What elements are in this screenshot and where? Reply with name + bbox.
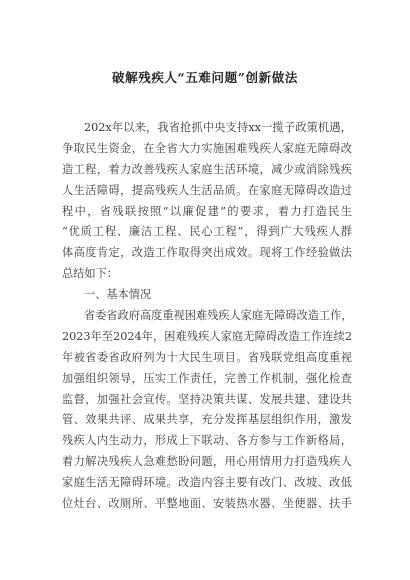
text-line: 家庭生活无障碍环境。改造内容主要有改门、改坡、改低	[62, 476, 352, 490]
text-line: 管、效果共评、成果共享，充分发挥基层组织作用，激发	[62, 413, 352, 427]
paragraph-basic-situation	[62, 306, 352, 515]
text-line: 体高度肯定，改造工作取得突出成效。现将工作经验做法	[62, 246, 352, 260]
text-line: 残疾人内生动力，形成上下联动、各方参与工作新格局，	[62, 434, 352, 448]
text-line: 着力解决残疾人急难愁盼问题，用心用情用力打造残疾人	[62, 455, 352, 469]
text-line: 2023年至2024年，困难残疾人家庭无障碍改造工作连续2	[62, 329, 352, 343]
text-line: 程中，省残联按照“以廉促建”的要求，着力打造民生	[62, 204, 352, 218]
document-body	[62, 118, 352, 515]
paragraph-intro	[62, 118, 352, 285]
text-line: 人生活障碍，提高残疾人生活品质。在家庭无障碍改造过	[62, 183, 352, 197]
section-heading-text: 一、基本情况	[84, 288, 152, 302]
text-line: 监督，加强社会宣传。坚持决策共谋、发展共建、建设共	[62, 392, 352, 406]
text-line: “优质工程、廉洁工程、民心工程”，得到广大残疾人群	[62, 225, 352, 239]
text-line: 造工程，着力改善残疾人家庭生活环境，减少或消除残疾	[62, 162, 352, 176]
text-line: 争取民生资金，在全省大力实施困难残疾人家庭无障碍改	[62, 141, 352, 155]
text-line: 202x年以来，我省抢抓中央支持xx一揽子政策机遇，	[84, 121, 352, 134]
text-line: 加强组织领导，压实工作责任，完善工作机制，强化检查	[62, 371, 352, 385]
section-heading-basic	[62, 285, 352, 306]
text-line: 年被省委省政府列为十大民生项目。省残联党组高度重视	[62, 350, 352, 364]
text-line: 位灶台、改厕所、平整地面、安装热水器、坐便器、扶手	[62, 497, 352, 511]
text-line: 总结如下：	[62, 267, 118, 281]
text-line: 省委省政府高度重视困难残疾人家庭无障碍改造工作，	[84, 309, 353, 323]
document-title: 破解残疾人“五难问题”创新做法	[112, 70, 298, 85]
